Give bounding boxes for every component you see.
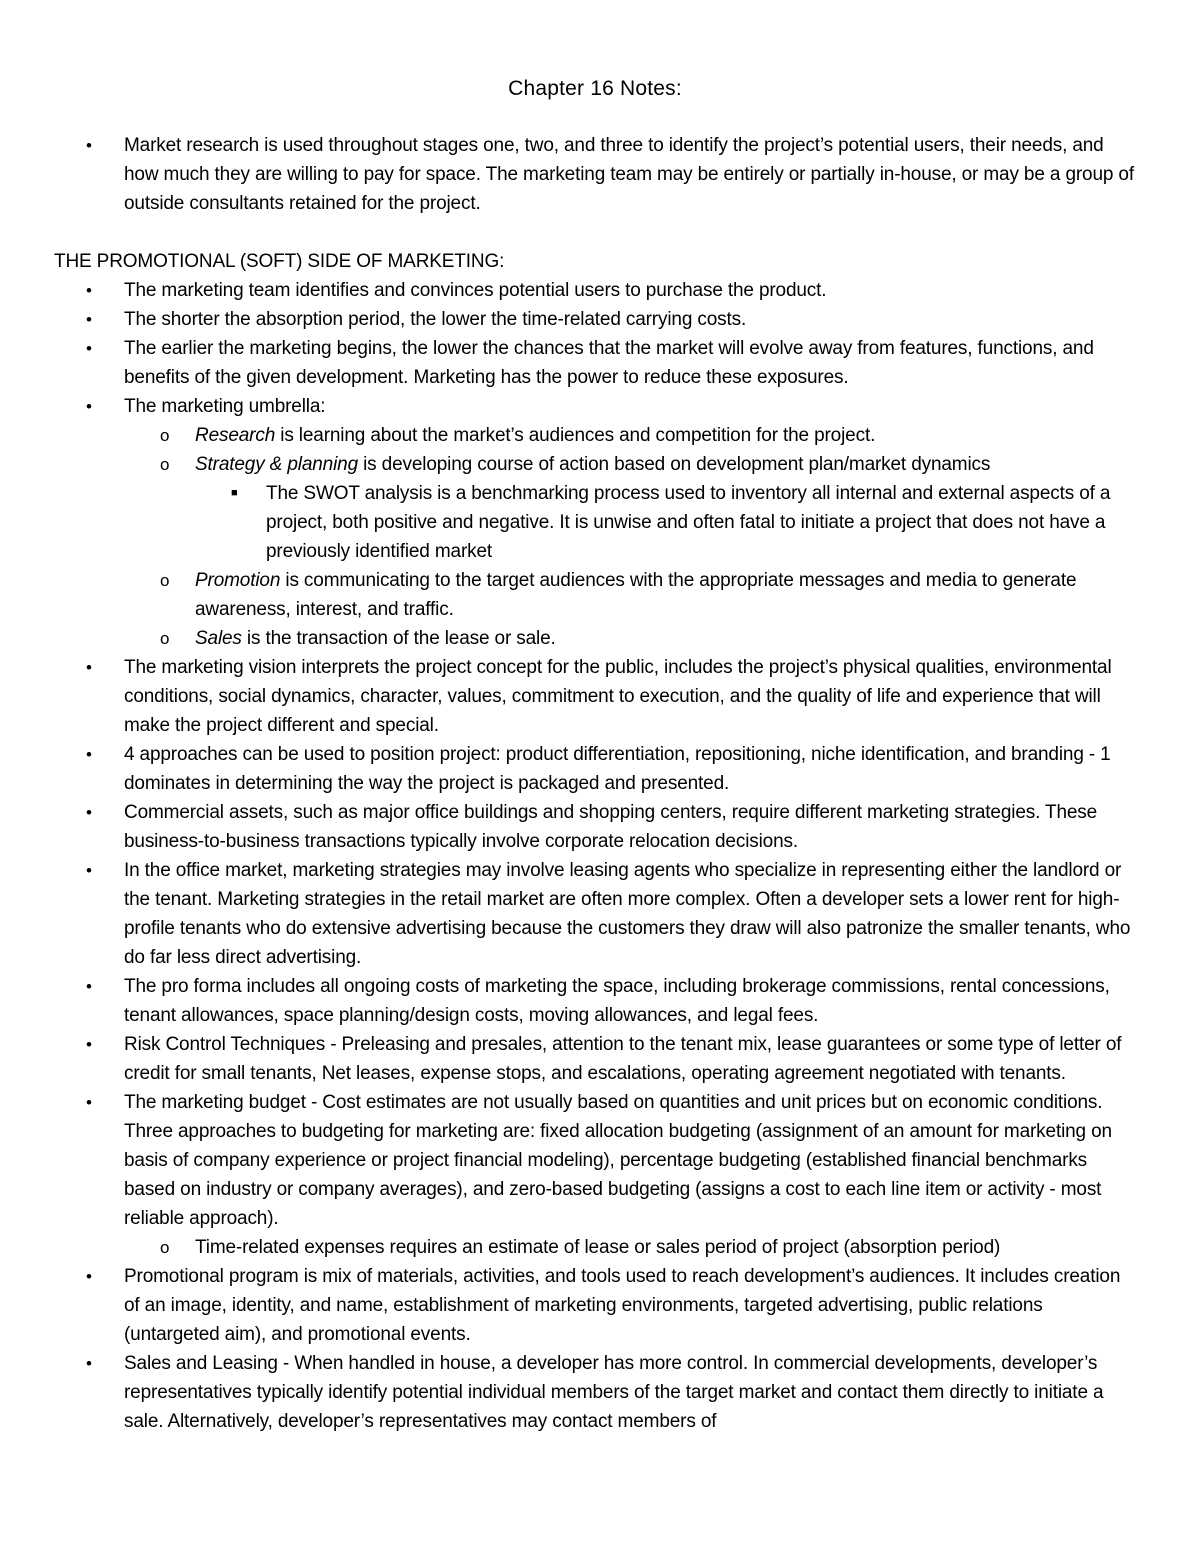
bullet-text: Market research is used throughout stages one, two, and three to identify the project’s potential users, their needs, and how much they are willing to pay for space. The marketing team may be entirely or partially in-house, or may be a group of outside consultants retained for the project. bbox=[124, 135, 1134, 214]
bullet-promo-program bbox=[0, 1262, 1140, 1349]
term-sales: Sales bbox=[195, 628, 242, 649]
bullet-icon: • bbox=[86, 803, 92, 822]
bullet-text: The marketing vision interprets the project concept for the public, includes the project’s physical qualities, environmental conditions, social dynamics, character, values, commitment to execution, and the quality of life and experience that will make the project different and special. bbox=[124, 657, 1112, 736]
bullet-icon: • bbox=[86, 1035, 92, 1054]
bullet-icon: • bbox=[86, 339, 92, 358]
bullet-text: Commercial assets, such as major office buildings and shopping centers, require different marketing strategies. These business-to-business transactions typically involve corporate relocation decisions. bbox=[124, 802, 1098, 852]
bullet-text: Time-related expenses requires an estimate of lease or sales period of project (absorption period) bbox=[195, 1237, 1001, 1258]
bullet-text: Promotional program is mix of materials, activities, and tools used to reach development’s audiences. It includes creation of an image, identity, and name, establishment of marketing environments, targeted advertising, public relations (untargeted aim), and promotional events. bbox=[124, 1266, 1121, 1345]
bullet-text: Sales and Leasing - When handled in house, a developer has more control. In commercial developments, developer’s representatives typically identify potential individual members of the target market and contact them directly to initiate a sale. Alternatively, developer’s representatives may contact members of bbox=[124, 1353, 1104, 1432]
bullet-icon: • bbox=[86, 1093, 92, 1112]
sub-bullet-icon: o bbox=[160, 426, 170, 445]
bullet-text: is communicating to the target audiences with the appropriate messages and media to generate awareness, interest, and traffic. bbox=[195, 570, 1077, 620]
bullet-text: is the transaction of the lease or sale. bbox=[241, 628, 556, 649]
bullet-icon: • bbox=[86, 977, 92, 996]
bullet-text: The marketing team identifies and convinces potential users to purchase the product. bbox=[124, 280, 827, 301]
term-strategy: Strategy & planning bbox=[195, 454, 358, 475]
sub-sub-bullet-swot bbox=[0, 479, 1140, 566]
bullet-text: is learning about the market’s audiences and competition for the project. bbox=[275, 425, 876, 446]
bullet-approaches bbox=[0, 740, 1140, 798]
bullet-icon: • bbox=[86, 658, 92, 677]
sub-bullet-icon: o bbox=[160, 1238, 170, 1257]
bullet-team bbox=[0, 276, 1140, 305]
bullet-icon: • bbox=[86, 136, 92, 155]
bullet-icon: • bbox=[86, 1267, 92, 1286]
sub-bullet-sales bbox=[0, 624, 1140, 653]
sub-bullet-icon: o bbox=[160, 571, 170, 590]
sub-bullet-research bbox=[0, 421, 1140, 450]
bullet-umbrella bbox=[0, 392, 1140, 421]
bullet-text: The pro forma includes all ongoing costs of marketing the space, including brokerage commissions, rental concessions, tenant allowances, space planning/design costs, moving allowances, and legal fees. bbox=[124, 976, 1110, 1026]
sub-bullet-promotion bbox=[0, 566, 1140, 624]
bullet-vision bbox=[0, 653, 1140, 740]
sub-bullet-icon: o bbox=[160, 455, 170, 474]
bullet-earlier bbox=[0, 334, 1140, 392]
bullet-text: The SWOT analysis is a benchmarking process used to inventory all internal and external aspects of a project, both positive and negative. It is unwise and often fatal to initiate a project that does not have a previously identified market bbox=[266, 483, 1111, 562]
bullet-icon: • bbox=[86, 861, 92, 880]
bullet-office bbox=[0, 856, 1140, 972]
notes-body bbox=[0, 131, 1200, 1436]
sub-bullet-time-related bbox=[0, 1233, 1140, 1262]
term-research: Research bbox=[195, 425, 276, 446]
bullet-icon: • bbox=[86, 397, 92, 416]
bullet-budget bbox=[0, 1088, 1140, 1233]
bullet-icon: • bbox=[86, 310, 92, 329]
bullet-risk bbox=[0, 1030, 1140, 1088]
bullet-icon: • bbox=[86, 281, 92, 300]
bullet-text: 4 approaches can be used to position project: product differentiation, repositioning, niche identification, and branding - 1 dominates in determining the way the project is packaged and presented. bbox=[124, 744, 1111, 794]
square-bullet-icon: ■ bbox=[231, 487, 238, 499]
sub-bullet-strategy bbox=[0, 450, 1140, 479]
bullet-text: In the office market, marketing strategies may involve leasing agents who specialize in representing either the landlord or the tenant. Marketing strategies in the retail market are often more complex. Often a developer sets a lower rent for high-profile tenants who do extensive advertising because the customers they draw will also patronize the smaller tenants, who do far less direct advertising. bbox=[124, 860, 1131, 968]
bullet-intro bbox=[0, 131, 1140, 218]
sub-bullet-icon: o bbox=[160, 629, 170, 648]
bullet-commercial bbox=[0, 798, 1140, 856]
bullet-icon: • bbox=[86, 1354, 92, 1373]
bullet-icon: • bbox=[86, 745, 92, 764]
bullet-text: The marketing umbrella: bbox=[124, 396, 326, 417]
bullet-text: Risk Control Techniques - Preleasing and presales, attention to the tenant mix, lease guarantees or some type of letter of credit for small tenants, Net leases, expense stops, and escalations, operating agreement negotiated with tenants. bbox=[124, 1034, 1122, 1084]
bullet-text: The earlier the marketing begins, the lower the chances that the market will evolve away from features, functions, and benefits of the given development. Marketing has the power to reduce these exposures. bbox=[124, 338, 1094, 388]
term-promotion: Promotion bbox=[195, 570, 281, 591]
bullet-absorption bbox=[0, 305, 1140, 334]
bullet-text: is developing course of action based on development plan/market dynamics bbox=[357, 454, 991, 475]
bullet-text: The shorter the absorption period, the lower the time-related carrying costs. bbox=[124, 309, 747, 330]
bullet-proforma bbox=[0, 972, 1140, 1030]
bullet-text: The marketing budget - Cost estimates are not usually based on quantities and unit prices but on economic conditions. Three approaches to budgeting for marketing are: fixed allocation budgeting (assignment of an amount for marketing on basis of company experience or project financial modeling), percentage budgeting (established financial benchmarks based on industry or company averages), and zero-based budgeting (assigns a cost to each line item or activity - most reliable approach). bbox=[124, 1092, 1112, 1229]
bullet-sales-leasing bbox=[0, 1349, 1140, 1436]
section-heading: THE PROMOTIONAL (SOFT) SIDE OF MARKETING: bbox=[54, 251, 505, 272]
page-title: Chapter 16 Notes: bbox=[508, 77, 682, 100]
